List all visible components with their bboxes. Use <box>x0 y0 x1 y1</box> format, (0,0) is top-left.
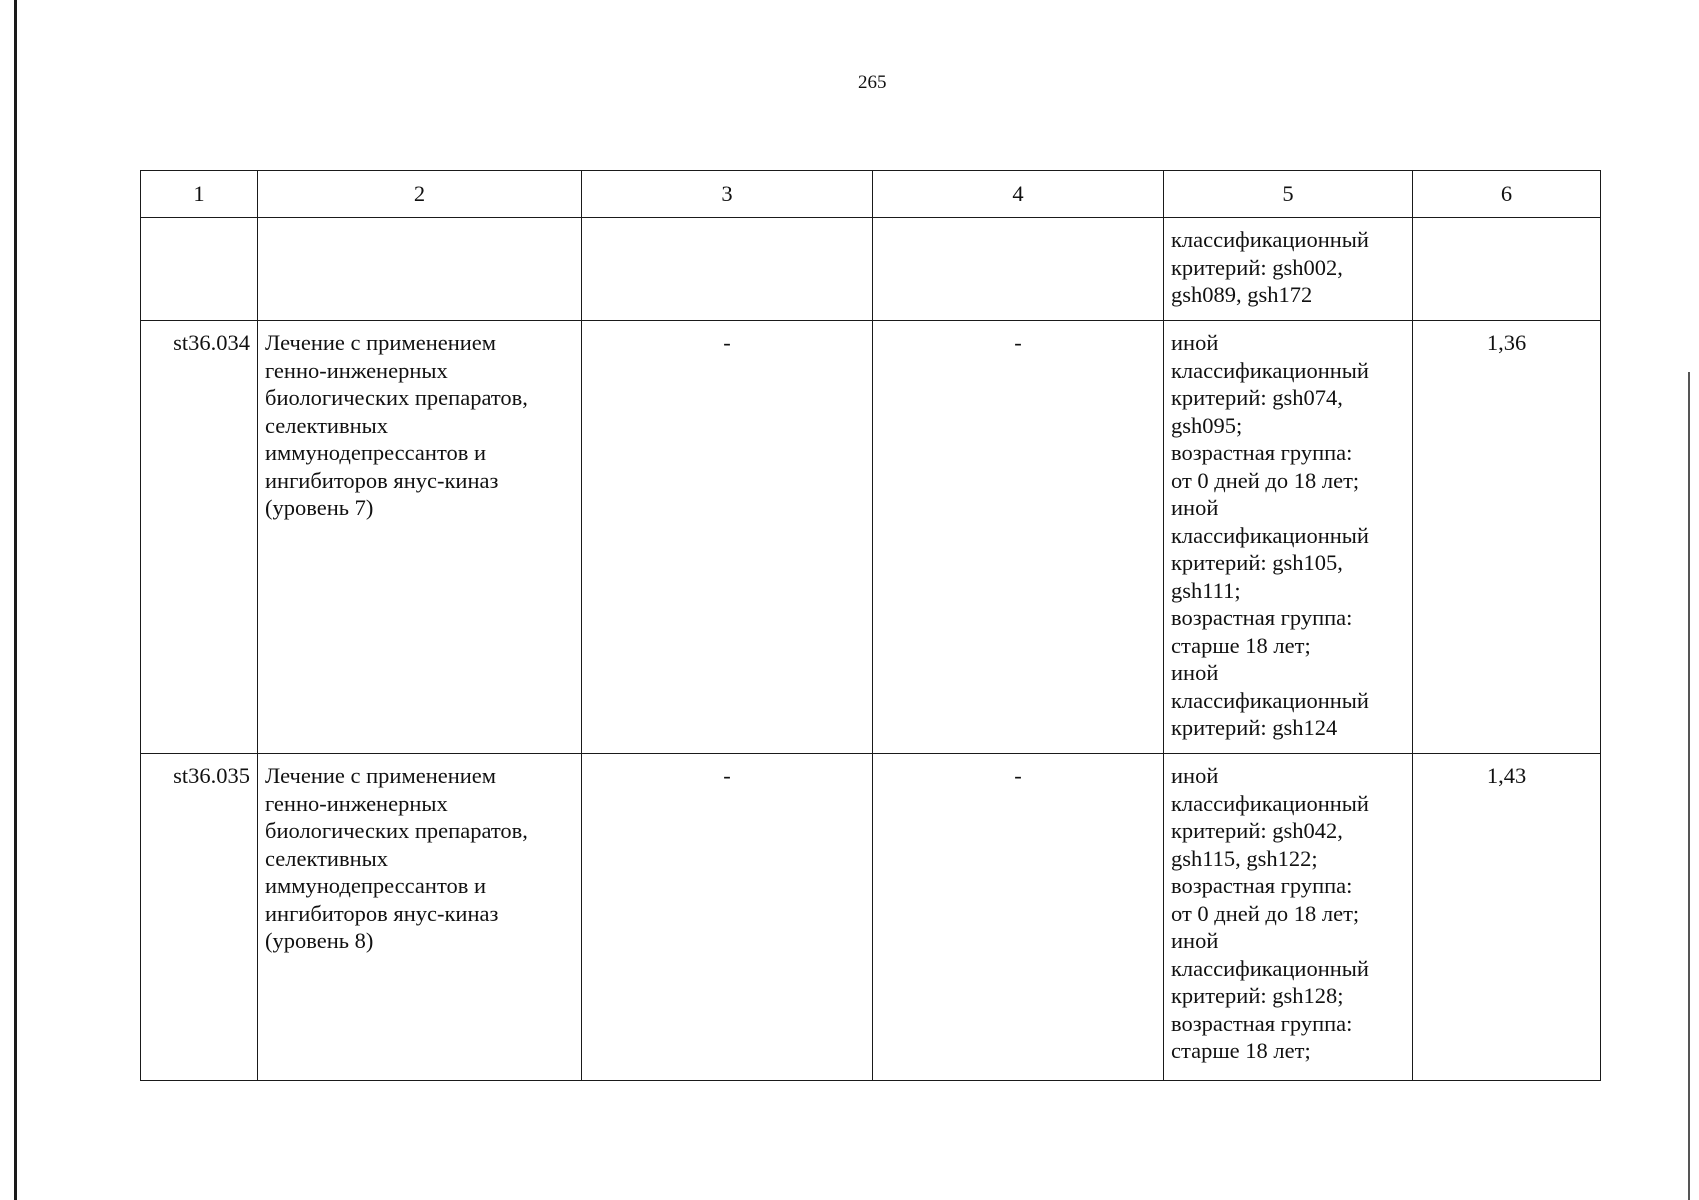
table-header-row <box>141 171 1601 218</box>
name-cell <box>258 218 582 321</box>
table-row <box>141 218 1601 321</box>
name-cell: Лечение с применением генно-инженерных биологических препаратов, селективных иммунодепрессантов и ингибиторов янус-киназ (уровень 7) <box>258 321 582 754</box>
col3-cell: - <box>582 321 873 754</box>
code-cell: st36.035 <box>141 754 258 1081</box>
page-number: 265 <box>858 72 887 93</box>
column-header: 3 <box>582 171 873 218</box>
col4-cell <box>873 218 1164 321</box>
tariff-table <box>140 170 1601 1081</box>
column-header: 5 <box>1164 171 1413 218</box>
column-header: 2 <box>258 171 582 218</box>
code-cell <box>141 218 258 321</box>
code-cell: st36.034 <box>141 321 258 754</box>
column-header: 6 <box>1413 171 1601 218</box>
criteria-cell: классификационный критерий: gsh002, gsh089, gsh172 <box>1164 218 1413 321</box>
table-row <box>141 754 1601 1081</box>
col4-cell: - <box>873 321 1164 754</box>
column-header: 1 <box>141 171 258 218</box>
coefficient-cell <box>1413 218 1601 321</box>
col3-cell: - <box>582 754 873 1081</box>
coefficient-cell: 1,36 <box>1413 321 1601 754</box>
name-cell: Лечение с применением генно-инженерных биологических препаратов, селективных иммунодепрессантов и ингибиторов янус-киназ (уровень 8) <box>258 754 582 1081</box>
criteria-cell: иной классификационный критерий: gsh074, gsh095; возрастная группа: от 0 дней до 18 лет; иной классификационный критерий: gsh105, gsh111; возрастная группа: старше 18 лет; иной классификационный критерий: gsh124 <box>1164 321 1413 754</box>
criteria-cell: иной классификационный критерий: gsh042, gsh115, gsh122; возрастная группа: от 0 дней до 18 лет; иной классификационный критерий: gsh128; возрастная группа: старше 18 лет; <box>1164 754 1413 1081</box>
table-row <box>141 321 1601 754</box>
col3-cell <box>582 218 873 321</box>
coefficient-cell: 1,43 <box>1413 754 1601 1081</box>
column-header: 4 <box>873 171 1164 218</box>
page-edge-left <box>14 0 17 1200</box>
col4-cell: - <box>873 754 1164 1081</box>
page-edge-right <box>1688 372 1690 1200</box>
